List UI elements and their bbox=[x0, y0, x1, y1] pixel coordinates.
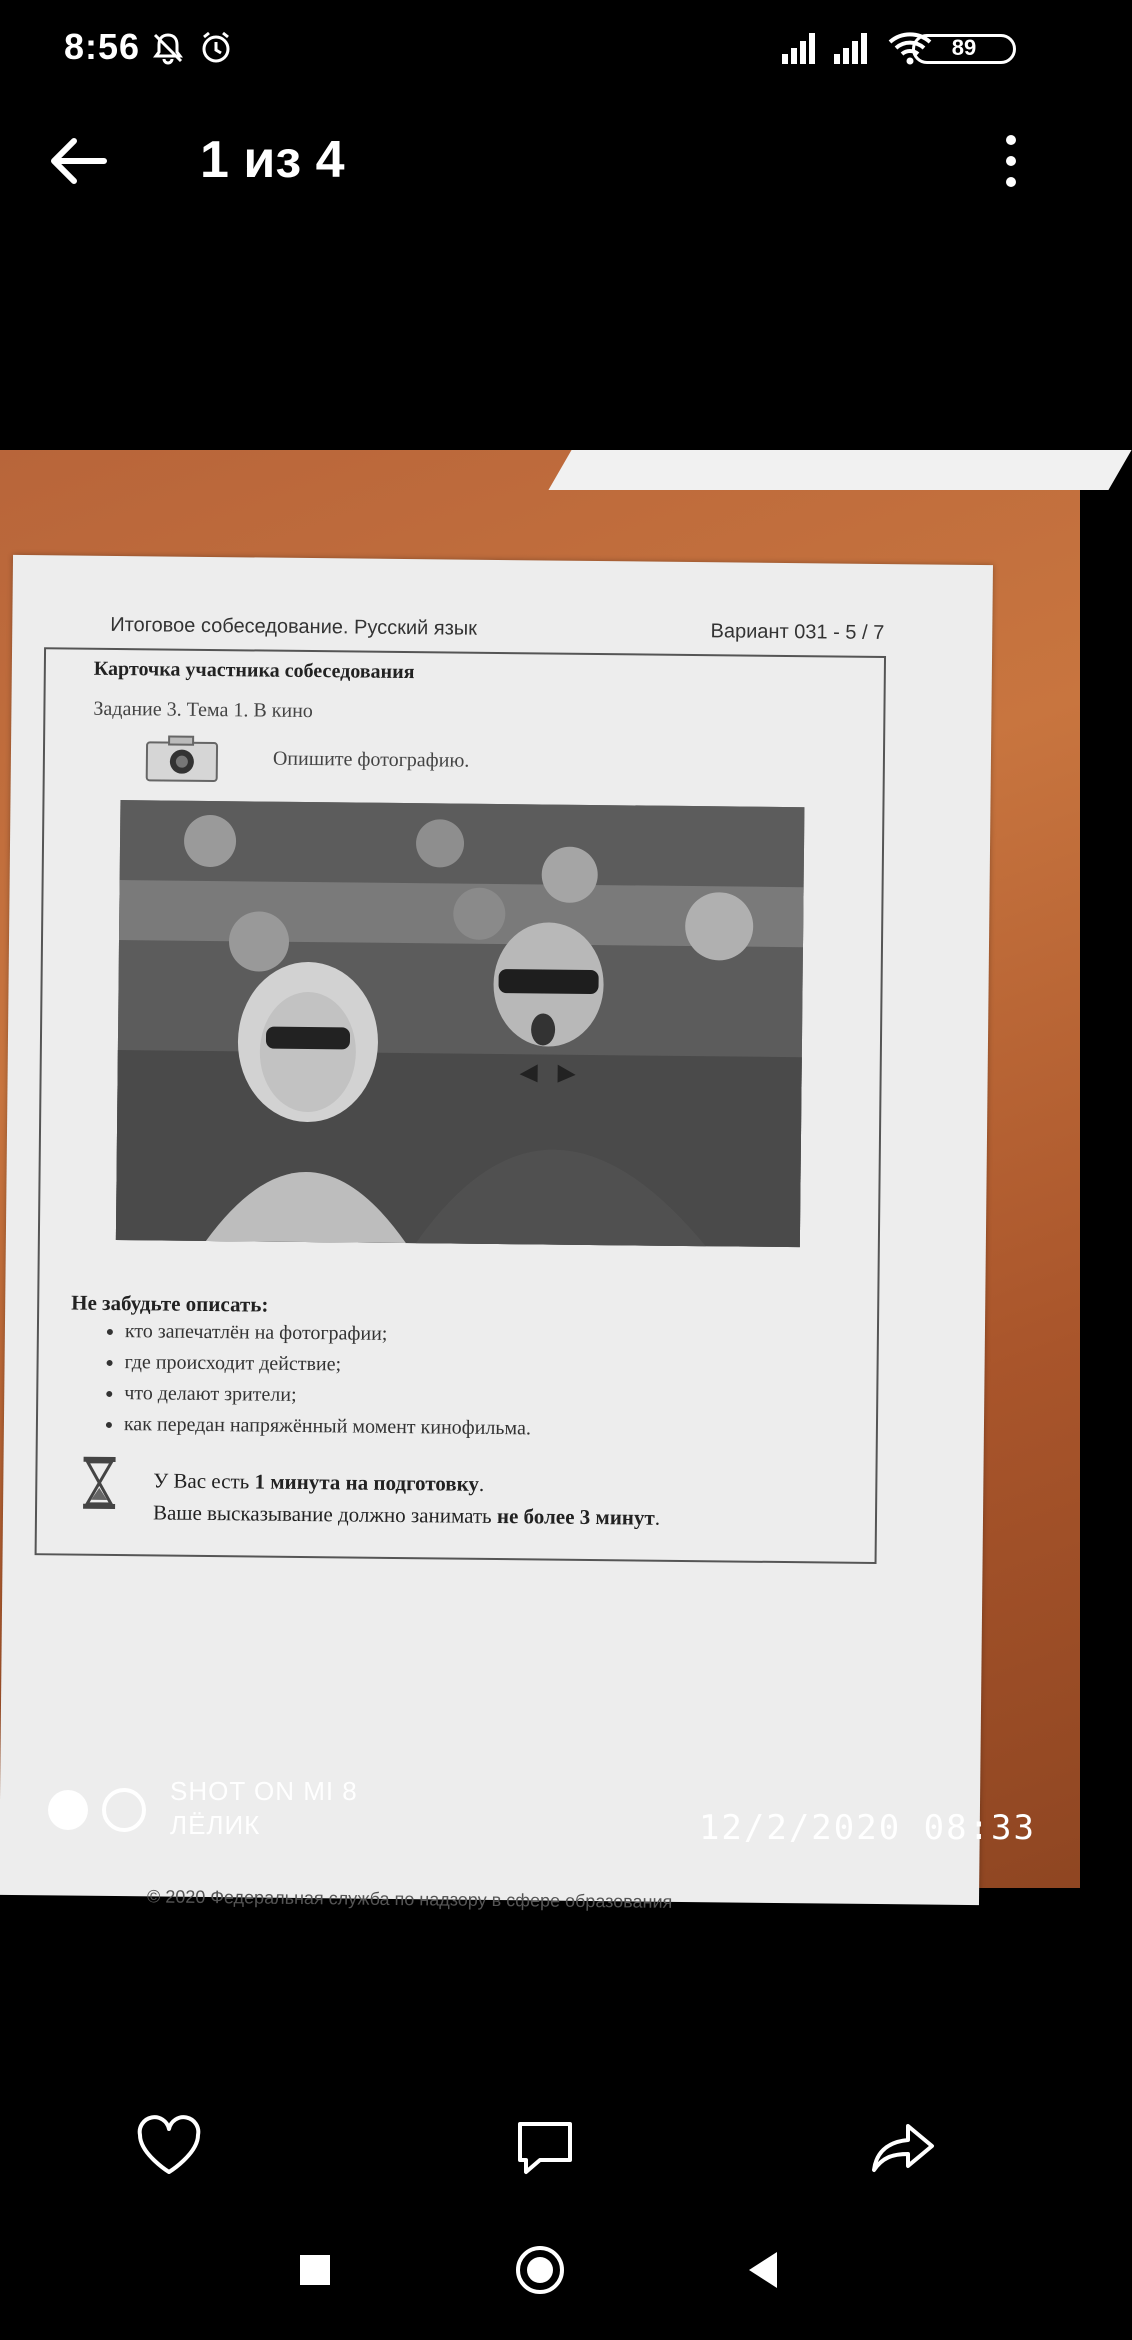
prep-text-end: . bbox=[478, 1471, 485, 1496]
document-footer: © 2020 Федеральная служба по надзору в сфере образования bbox=[146, 1886, 673, 1912]
signal-icon-2 bbox=[832, 30, 872, 66]
answer-text: Ваше высказывание должно занимать bbox=[152, 1500, 498, 1529]
back-arrow-icon[interactable] bbox=[44, 126, 114, 196]
more-options-icon[interactable] bbox=[986, 126, 1036, 196]
answer-text-end: . bbox=[654, 1505, 661, 1530]
camera-watermark-icon bbox=[46, 1786, 150, 1834]
back-nav-icon[interactable] bbox=[735, 2240, 795, 2300]
comment-icon[interactable] bbox=[510, 2112, 580, 2182]
alarm-icon bbox=[198, 30, 234, 66]
list-item: • как передан напряжённый момент кинофильма. bbox=[124, 1409, 531, 1444]
status-time: 8:56 bbox=[64, 26, 141, 67]
hourglass-icon bbox=[81, 1456, 118, 1510]
battery-level: 89 bbox=[951, 35, 977, 60]
preparation-note bbox=[153, 1464, 661, 1533]
page-title: 1 из 4 bbox=[200, 131, 345, 189]
watermark-author: ЛЁЛИК bbox=[170, 1810, 261, 1840]
cinema-audience-image bbox=[116, 800, 805, 1247]
document-header-right: Вариант 031 - 5 / 7 bbox=[710, 620, 885, 645]
watermark-device: SHOT ON MI 8 bbox=[170, 1776, 358, 1806]
remember-heading: Не забудьте описать: bbox=[71, 1290, 269, 1317]
app-bar bbox=[0, 100, 1080, 220]
photo-viewer-image[interactable] bbox=[0, 450, 1080, 1912]
battery-icon bbox=[912, 34, 1016, 64]
prep-text: У Вас есть bbox=[153, 1468, 255, 1494]
signal-icon bbox=[780, 30, 820, 66]
recents-icon[interactable] bbox=[285, 2240, 345, 2300]
list-item: • кто запечатлён на фотографии; bbox=[125, 1316, 532, 1351]
home-icon[interactable] bbox=[510, 2240, 570, 2300]
task-instruction: Опишите фотографию. bbox=[272, 747, 470, 772]
share-icon[interactable] bbox=[868, 2112, 938, 2182]
list-item: • что делают зрители; bbox=[124, 1378, 531, 1413]
paper-edge bbox=[548, 450, 1131, 490]
prep-time: 1 минута на подготовку bbox=[254, 1469, 480, 1496]
bullet-list bbox=[96, 1316, 532, 1445]
watermark-datetime: 12/2/2020 08:33 bbox=[698, 1808, 1036, 1848]
heart-icon[interactable] bbox=[134, 2112, 204, 2182]
camera-icon bbox=[145, 732, 220, 783]
document-header-left: Итоговое собеседование. Русский язык bbox=[110, 613, 478, 640]
card-title: Карточка участника собеседования bbox=[93, 657, 415, 684]
status-bar bbox=[0, 0, 1080, 100]
exam-card-paper bbox=[0, 555, 993, 1912]
list-item: • где происходит действие; bbox=[124, 1347, 531, 1382]
mute-bell-icon bbox=[150, 30, 186, 66]
answer-time: не более 3 минут bbox=[496, 1504, 655, 1530]
task-heading: Задание 3. Тема 1. В кино bbox=[93, 697, 313, 723]
